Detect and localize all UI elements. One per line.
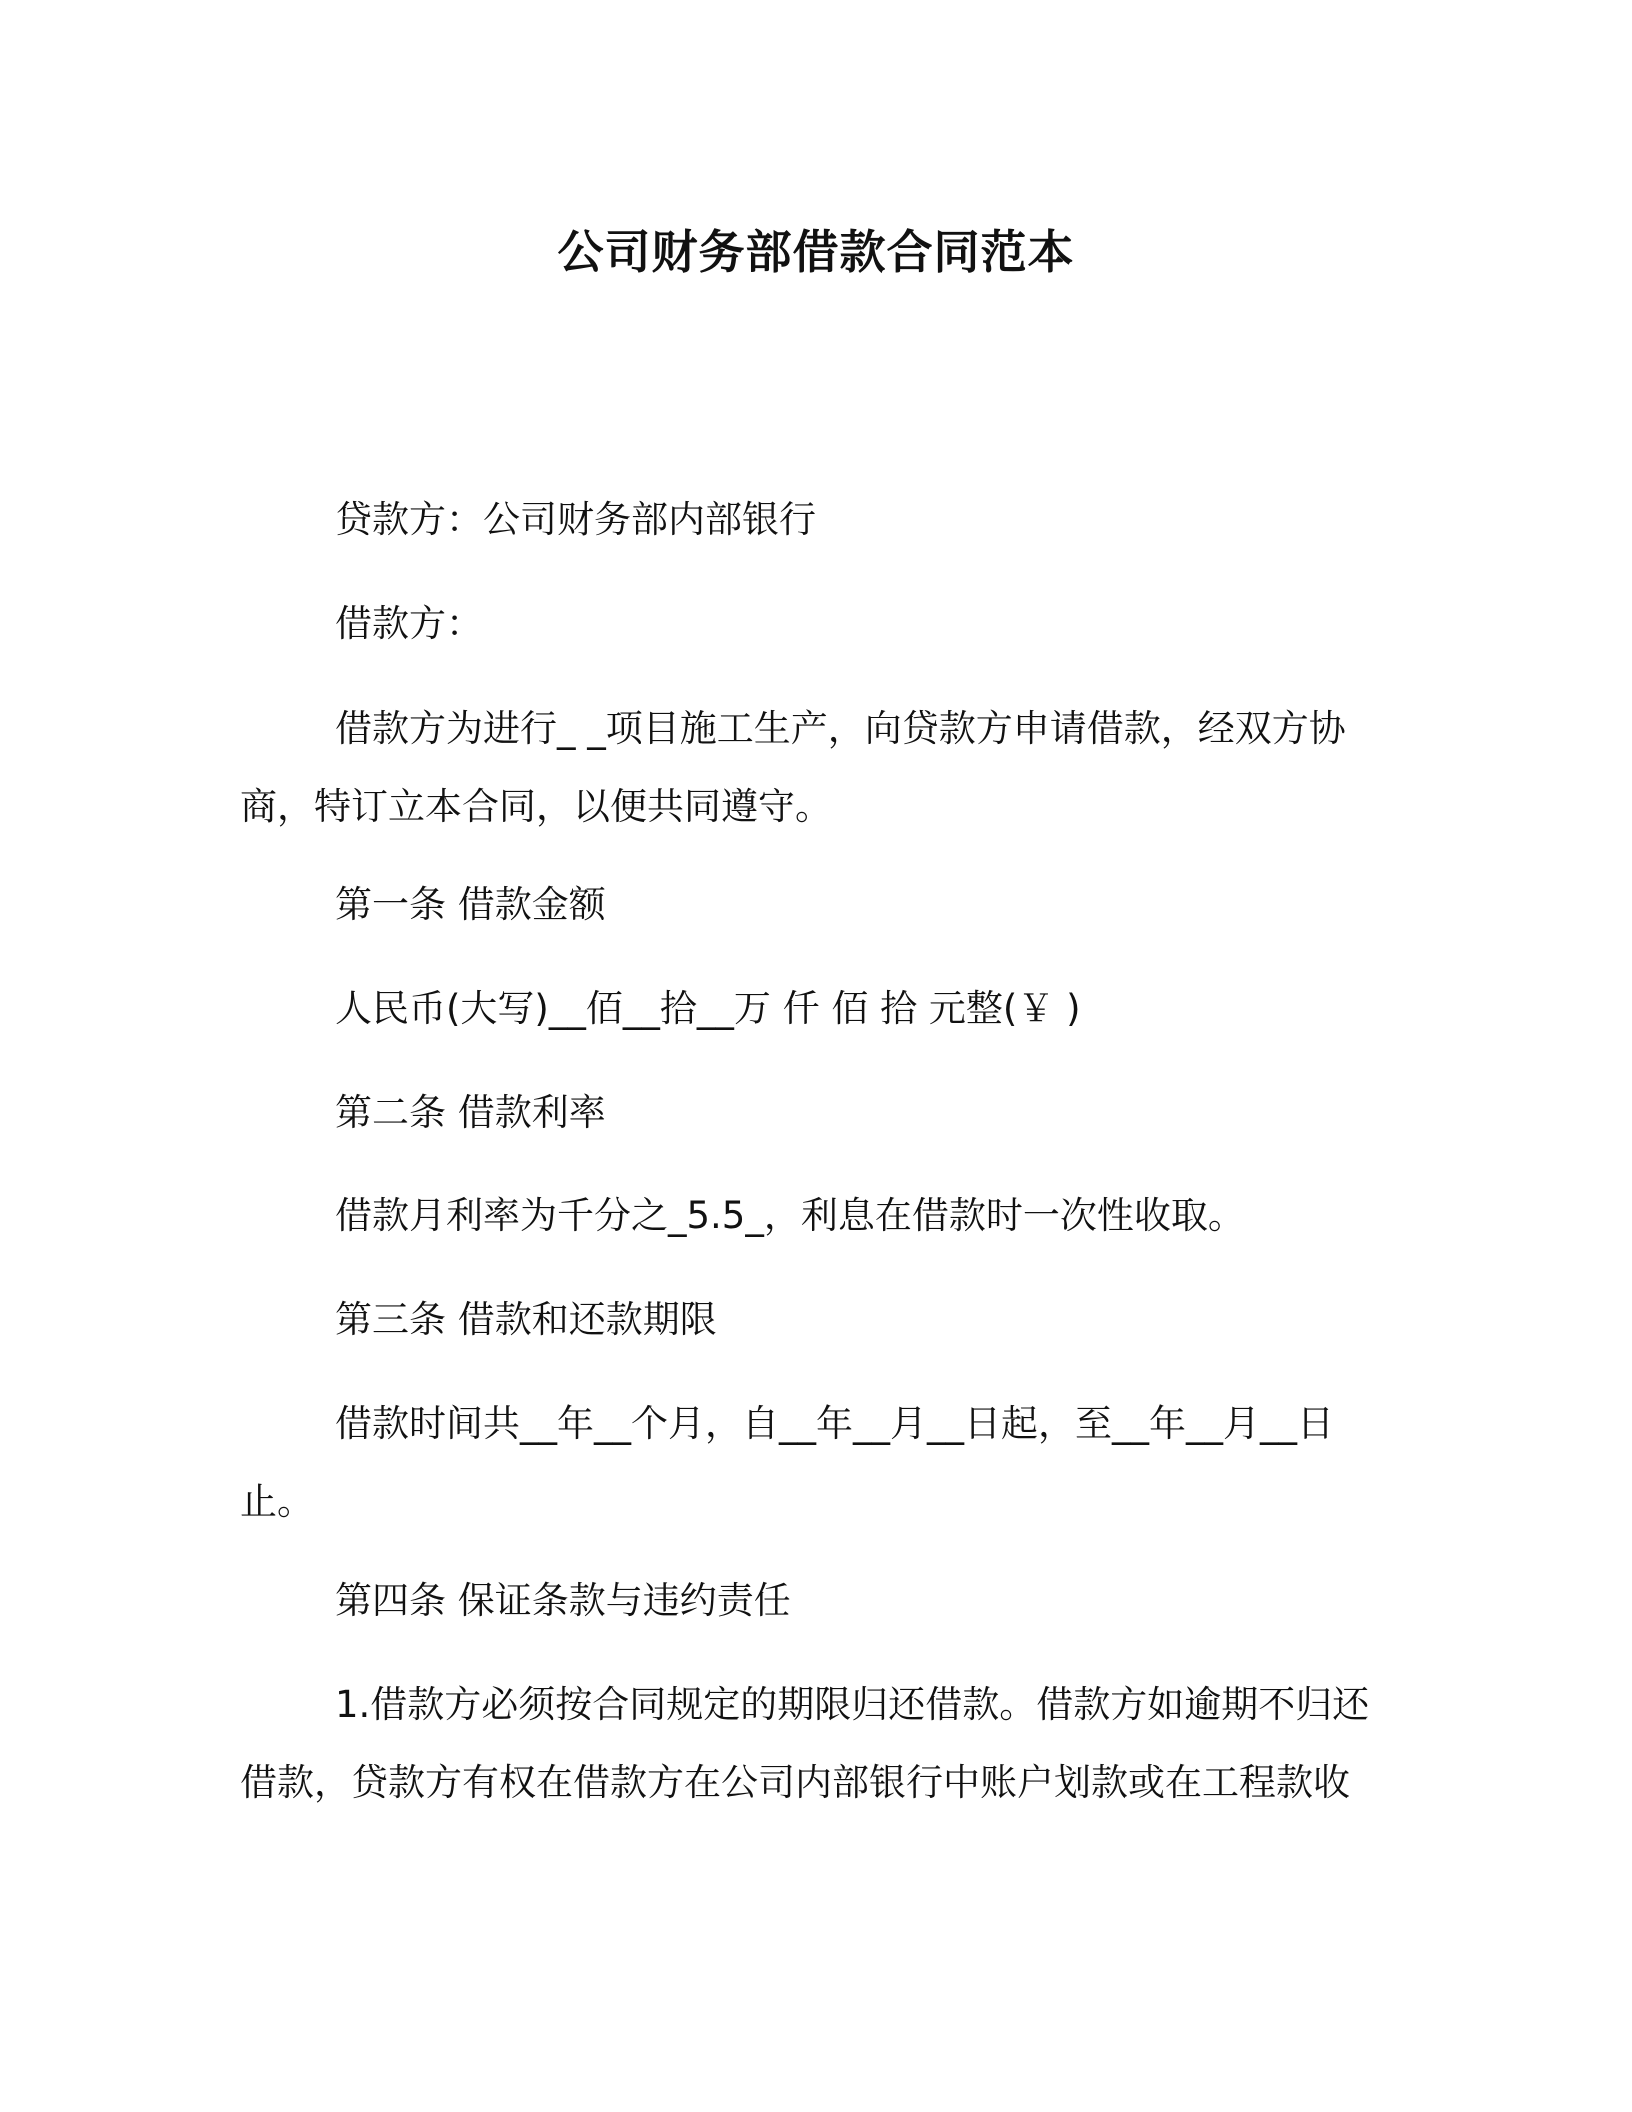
borrower-line: 借款方： <box>335 602 483 645</box>
article1-heading: 第一条 借款金额 <box>335 883 606 926</box>
article4-item1: 1.借款方必须按合同规定的期限归还借款。借款方如逾期不归还借款，贷款方有权在借款方在公司内部银行中账户划款或在工程款收 <box>240 1683 1370 1804</box>
article2-rate: 借款月利率为千分之_5.5_，利息在借款时一次性收取。 <box>335 1194 1245 1237</box>
article4-heading: 第四条 保证条款与违约责任 <box>335 1579 791 1622</box>
article1-amount: 人民币(大写)__佰__拾__万 仟 佰 拾 元整(￥ ) <box>335 987 1081 1030</box>
article3-term: 借款时间共__年__个月，自__年__月__日起，至__年__月__日止。 <box>240 1402 1334 1523</box>
intro-paragraph: 借款方为进行_ _项目施工生产，向贷款方申请借款，经双方协商，特订立本合同，以便共同遵守。 <box>240 707 1346 828</box>
lender-line: 贷款方：公司财务部内部银行 <box>335 498 816 541</box>
article2-heading: 第二条 借款利率 <box>335 1091 606 1134</box>
article3-heading: 第三条 借款和还款期限 <box>335 1298 717 1341</box>
document-title: 公司财务部借款合同范本 <box>557 225 1075 279</box>
